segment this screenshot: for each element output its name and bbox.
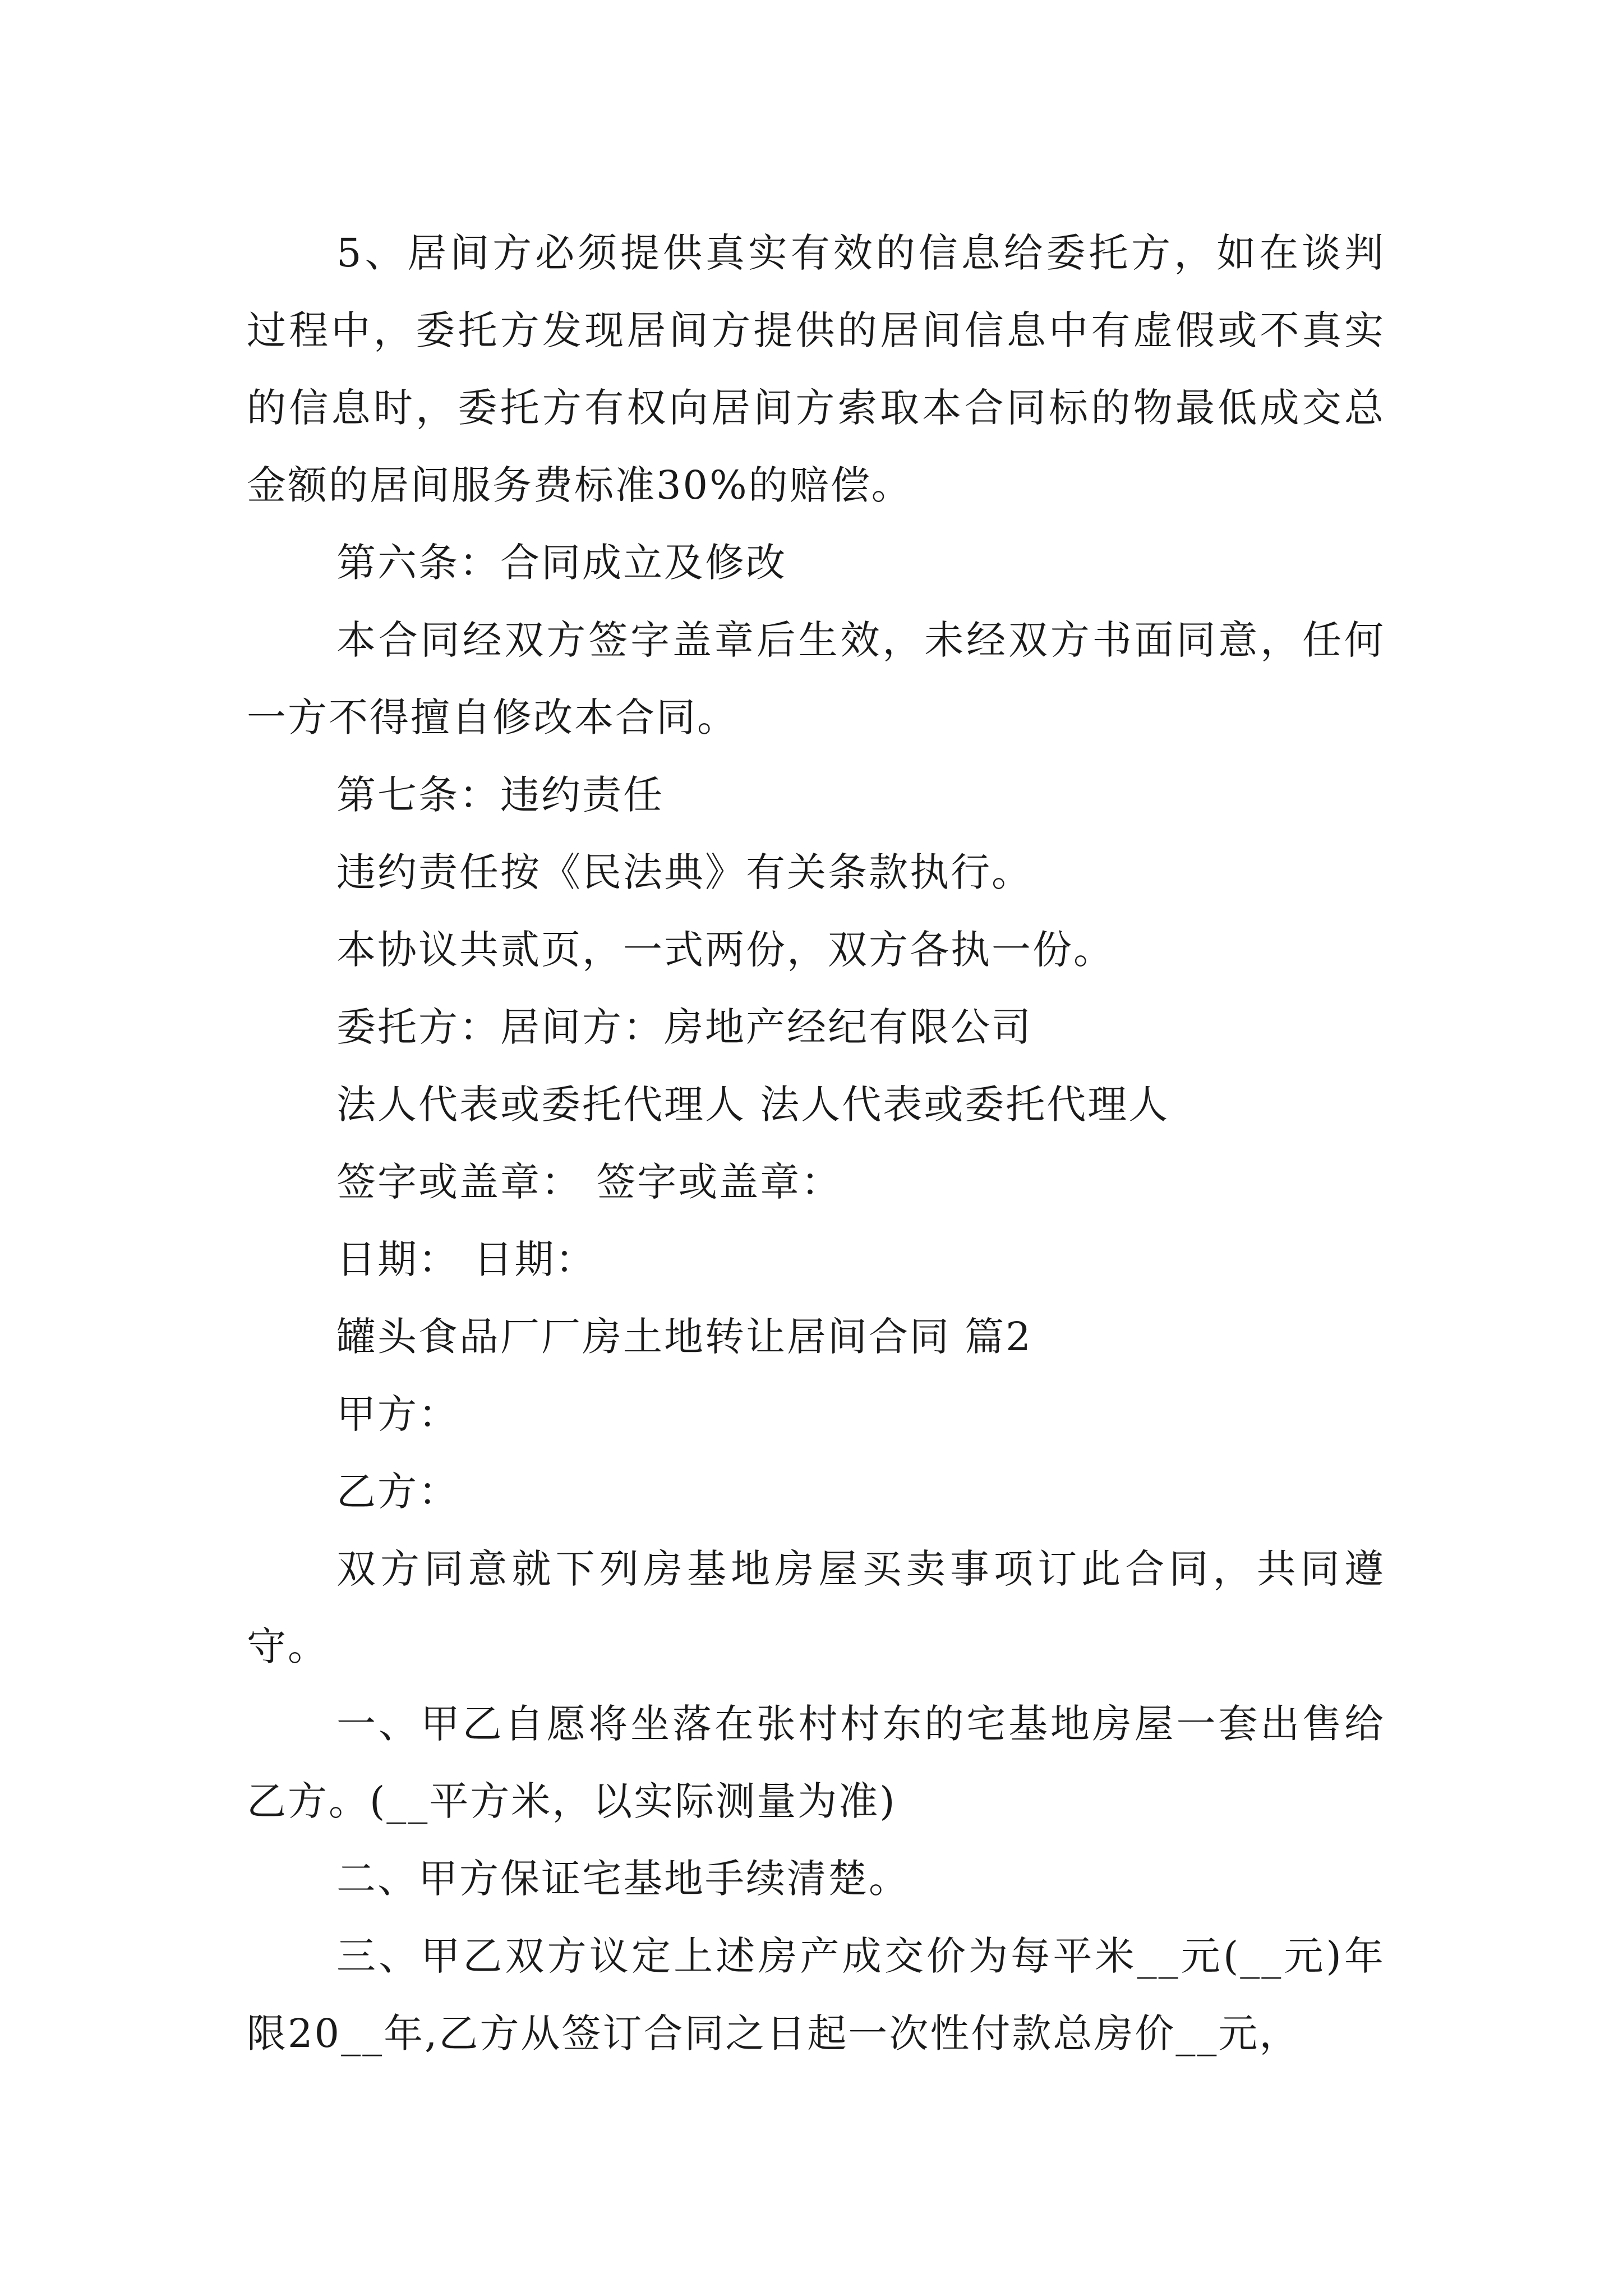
party-a-line: 甲方： xyxy=(336,1391,459,1437)
agreement-paragraph: 双方同意就下列房基地房屋买卖事项订此合同，共同遵守。 xyxy=(247,1546,1385,1669)
article-6-paragraph: 本合同经双方签字盖章后生效，未经双方书面同意，任何一方不得擅自修改本合同。 xyxy=(247,617,1385,740)
signature-line: 签字或盖章： 签字或盖章： xyxy=(336,1159,842,1205)
contract-2-title: 罐头食品厂厂房土地转让居间合同 篇2 xyxy=(336,1314,1032,1360)
clause-5-paragraph: 5、居间方必须提供真实有效的信息给委托方，如在谈判过程中，委托方发现居间方提供的居间信息中有虚假或不真实的信息时，委托方有权向居间方索取本合同标的物最低成交总金额的居间服务费标准30%的赔偿。 xyxy=(247,230,1385,508)
party-b-line: 乙方： xyxy=(336,1469,459,1515)
representative-line: 法人代表或委托代理人 法人代表或委托代理人 xyxy=(336,1082,1170,1128)
article-6-heading: 第六条：合同成立及修改 xyxy=(336,540,787,586)
copies-paragraph: 本协议共贰页，一式两份，双方各执一份。 xyxy=(336,927,1114,973)
date-line: 日期： 日期： xyxy=(336,1236,597,1282)
item-2-paragraph: 二、甲方保证宅基地手续清楚。 xyxy=(336,1856,910,1902)
parties-line: 委托方：居间方：房地产经纪有限公司 xyxy=(336,1004,1032,1050)
article-7-heading: 第七条：违约责任 xyxy=(336,772,664,818)
item-1-paragraph: 一、甲乙自愿将坐落在张村村东的宅基地房屋一套出售给乙方。(__平方米，以实际测量为准) xyxy=(247,1701,1385,1824)
item-3-paragraph: 三、甲乙双方议定上述房产成交价为每平米__元(__元)年限20__年,乙方从签订合同之日起一次性付款总房价__元， xyxy=(247,1933,1385,2056)
article-7-paragraph: 违约责任按《民法典》有关条款执行。 xyxy=(336,849,1032,895)
document-body xyxy=(247,214,1385,2072)
